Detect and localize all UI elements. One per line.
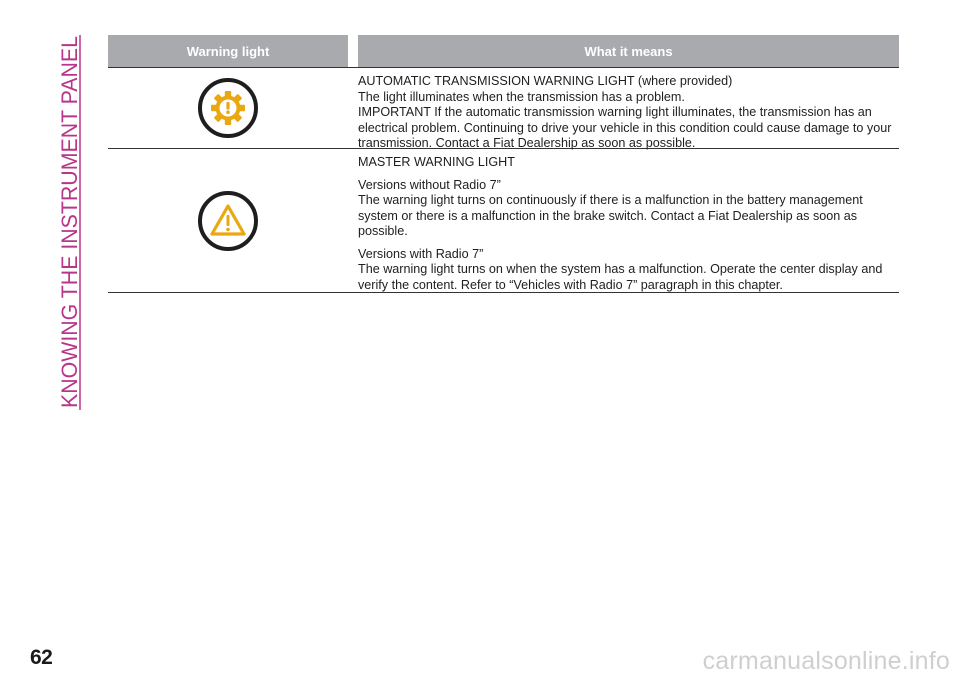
master-warning-triangle-icon [198,191,258,251]
section-title-text: KNOWING THE INSTRUMENT PANEL [57,15,82,408]
warning-title: AUTOMATIC TRANSMISSION WARNING LIGHT (where provided) [358,74,733,88]
warning-light-cell [108,149,348,292]
table-row [108,149,899,293]
version-heading: Versions without Radio 7” [358,177,501,192]
warning-description [358,68,899,148]
version-heading: Versions with Radio 7” [358,246,484,261]
warning-title: MASTER WARNING LIGHT [358,155,515,169]
header-what-it-means: What it means [358,35,899,67]
warning-lights-table [108,35,899,293]
table-row [108,67,899,149]
page-number: 62 [30,646,53,669]
header-warning-light: Warning light [108,35,348,67]
automatic-transmission-gear-warning-icon [198,78,258,138]
warning-light-cell [108,68,348,148]
warning-important-text: IMPORTANT If the automatic transmission warning light illuminates, the transmission has an electrical problem. Continuing to drive your vehicle in this condition could cause damage to your transmission. Contact a Fiat Dealership as soon as possible. [358,105,892,150]
warning-text: The warning light turns on continuously if there is a malfunction in the battery management system or there is a malfunction in the brake switch. Contact a Fiat Dealership as soon as possible. [358,193,863,238]
watermark: carmanualsonline.info [702,647,950,675]
table-header [108,35,899,67]
warning-text: The warning light turns on when the system has a malfunction. Operate the center display and verify the content. Refer to “Vehicles with Radio 7” paragraph in this chapter. [358,262,883,292]
section-title [0,0,90,410]
warning-description [358,149,899,292]
warning-text: The light illuminates when the transmission has a problem. [358,89,685,104]
